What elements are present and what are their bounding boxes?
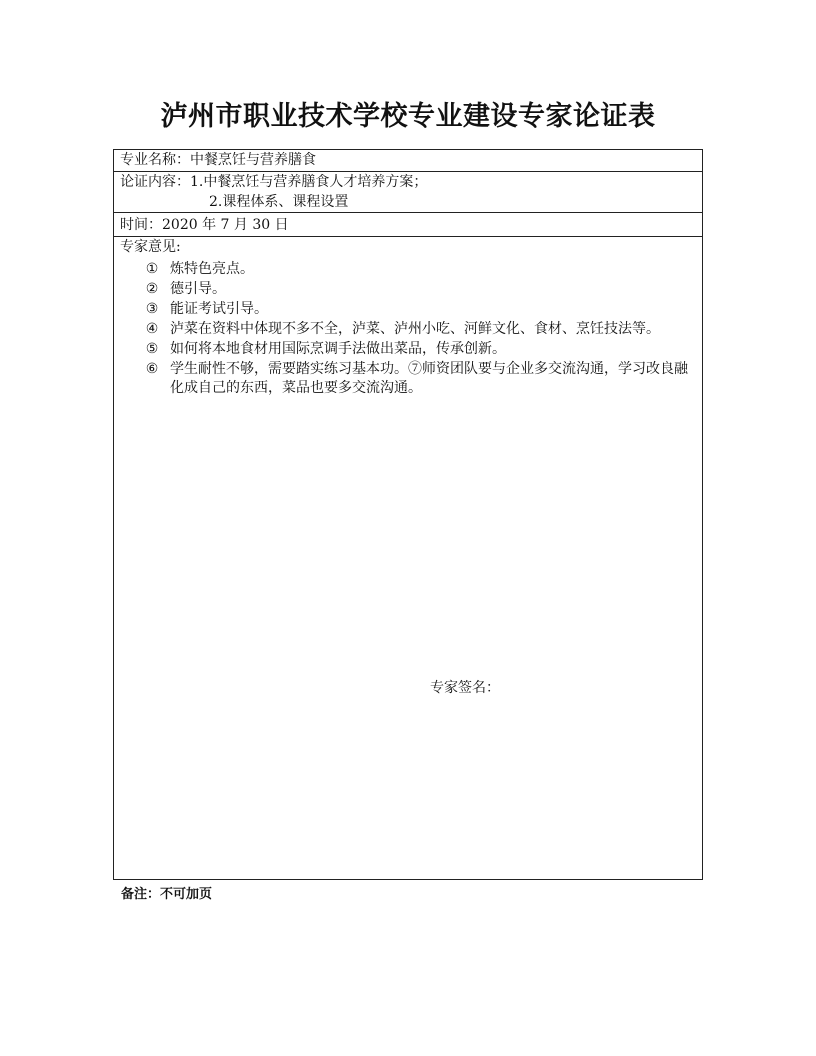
item-text: 德引导。 xyxy=(170,281,226,297)
opinion-label: 专家意见: xyxy=(120,239,181,255)
major-row: 专业名称：中餐烹饪与营养膳食 xyxy=(114,150,702,172)
time-row: 时间：2020 年 7 月 30 日 xyxy=(114,213,702,237)
signature-label: 专家签名： xyxy=(430,680,500,696)
content-line-2: 2.课程体系、课程设置 xyxy=(209,194,349,210)
item-text: 泸菜在资料中体现不多不全，泸菜、泸州小吃、河鲜文化、食材、烹饪技法等。 xyxy=(170,321,660,337)
list-item xyxy=(114,320,702,339)
item-text: 如何将本地食材用国际烹调手法做出菜品，传承创新。 xyxy=(170,341,506,357)
list-item xyxy=(114,360,702,398)
list-item xyxy=(114,280,702,299)
item-number: ③ xyxy=(145,301,159,317)
opinion-list xyxy=(114,260,702,399)
item-number: ① xyxy=(145,261,159,277)
item-text: 能证考试引导。 xyxy=(170,301,268,317)
item-number: ⑥ xyxy=(145,361,159,377)
page-title: 泸州市职业技术学校专业建设专家论证表 xyxy=(160,101,656,132)
item-number: ④ xyxy=(145,321,159,337)
item-text: 学生耐性不够，需要踏实练习基本功。⑦师资团队要与企业多交流沟通，学习改良融化成自己的东西，菜品也要多交流沟通。 xyxy=(170,361,688,396)
evaluation-form xyxy=(113,149,703,880)
list-item xyxy=(114,340,702,359)
content-row xyxy=(114,172,702,213)
list-item xyxy=(114,300,702,319)
footnote: 备注：不可加页 xyxy=(121,887,213,902)
list-item xyxy=(114,260,702,279)
item-text: 炼特色亮点。 xyxy=(170,261,254,277)
content-line-1: 论证内容：1.中餐烹饪与营养膳食人才培养方案； xyxy=(120,174,428,190)
item-number: ② xyxy=(145,281,159,297)
item-number: ⑤ xyxy=(145,341,159,357)
